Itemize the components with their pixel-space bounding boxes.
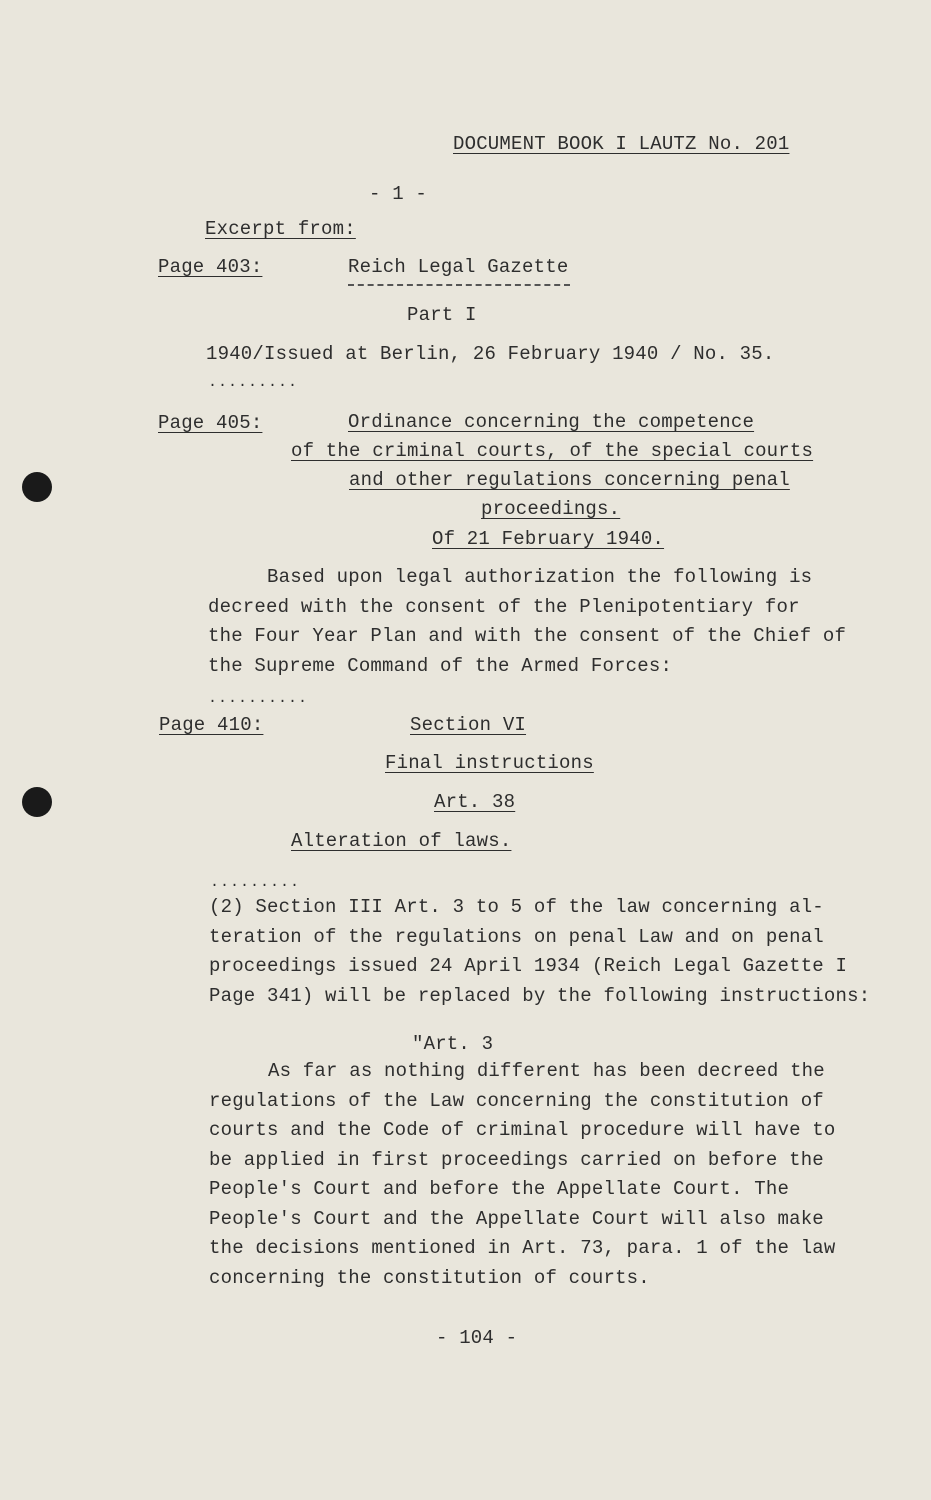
ordinance-title-line-3: and other regulations concerning penal — [349, 469, 790, 491]
art3-line: As far as nothing different has been decreed the — [268, 1060, 825, 1082]
art3-line: regulations of the Law concerning the constitution of — [209, 1089, 824, 1112]
section-title: Section VI — [410, 714, 527, 736]
page-405-label: Page 405: — [158, 412, 263, 434]
gazette-title: Reich Legal Gazette — [348, 256, 569, 278]
punch-hole-top — [22, 472, 52, 502]
page-410-label: Page 410: — [159, 714, 264, 736]
page-marker: - 1 - — [369, 183, 428, 205]
alteration-heading: Alteration of laws. — [291, 830, 512, 852]
section-subtitle: Final instructions — [385, 752, 594, 774]
art3-line: the decisions mentioned in Art. 73, para. 1 of the law — [209, 1237, 836, 1259]
ordinance-title-line-4: proceedings. — [481, 498, 621, 520]
ellipsis-1: ......... — [208, 374, 299, 391]
ordinance-preamble — [208, 563, 846, 681]
ellipsis-2: .......... — [208, 690, 309, 707]
preamble-line: the Supreme Command of the Armed Forces: — [208, 654, 673, 677]
document-reference: DOCUMENT BOOK I LAUTZ No. 201 — [453, 133, 790, 155]
ordinance-title-line-2: of the criminal courts, of the special courts — [291, 440, 814, 462]
art3-line: be applied in first proceedings carried on before the — [209, 1148, 824, 1171]
preamble-line: decreed with the consent of the Plenipotentiary for — [208, 595, 800, 618]
article-38: Art. 38 — [434, 791, 516, 813]
gazette-issue-line: 1940/Issued at Berlin, 26 February 1940 / No. 35. — [206, 343, 775, 365]
art3-line: People's Court and the Appellate Court will also make — [209, 1207, 824, 1230]
art3-line: People's Court and before the Appellate Court. The — [209, 1178, 790, 1200]
excerpt-label: Excerpt from: — [205, 218, 356, 240]
art-3-heading: "Art. 3 — [412, 1033, 494, 1055]
gazette-title-rule — [348, 284, 570, 286]
art-3-text — [209, 1057, 836, 1293]
paragraph-line: proceedings issued 24 April 1934 (Reich Legal Gazette I — [209, 955, 848, 977]
preamble-line: Based upon legal authorization the following is — [267, 566, 813, 588]
ordinance-date: Of 21 February 1940. — [432, 528, 665, 550]
art3-line: concerning the constitution of courts. — [209, 1266, 650, 1289]
footer-page-number: - 104 - — [436, 1327, 518, 1349]
preamble-line: the Four Year Plan and with the consent of the Chief of — [208, 625, 847, 647]
ellipsis-3: ......... — [210, 874, 301, 891]
paragraph-line: (2) Section III Art. 3 to 5 of the law concerning al- — [209, 896, 824, 918]
paragraph-line: Page 341) will be replaced by the following instructions: — [209, 984, 871, 1007]
ordinance-title-line-1: Ordinance concerning the competence — [348, 411, 755, 433]
gazette-part: Part I — [407, 304, 477, 326]
punch-hole-bottom — [22, 787, 52, 817]
paragraph-line: teration of the regulations on penal Law and on penal — [209, 925, 824, 948]
art3-line: courts and the Code of criminal procedure will have to — [209, 1119, 836, 1141]
paragraph-2 — [209, 893, 870, 1011]
page-403-label: Page 403: — [158, 256, 263, 278]
